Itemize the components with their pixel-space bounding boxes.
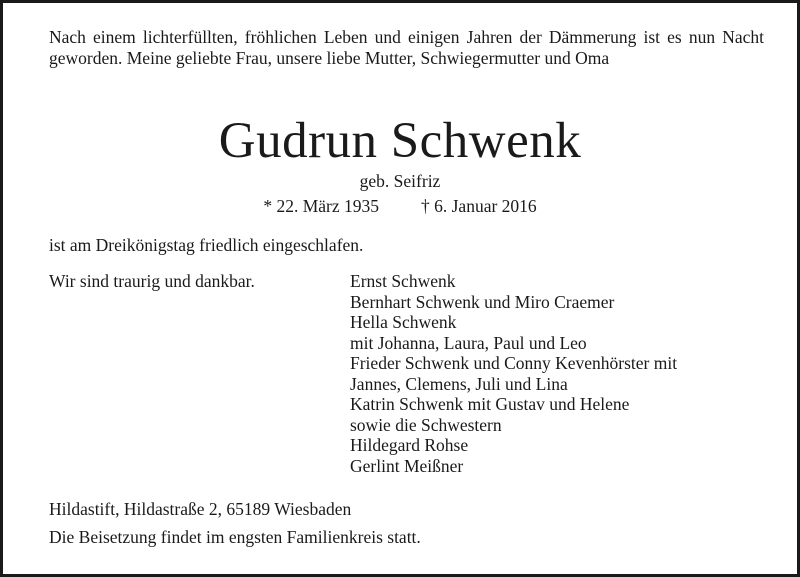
birth-date: * 22. März 1935	[263, 196, 379, 216]
life-dates	[3, 196, 797, 217]
mourner-line: Frieder Schwenk und Conny Kevenhörster mit	[350, 353, 678, 373]
passed-away-text: ist am Dreikönigstag friedlich eingeschlafen.	[49, 235, 364, 255]
deceased-name: Gudrun Schwenk	[218, 113, 582, 169]
intro-text: Nach einem lichterfüllten, fröhlichen Leben und einigen Jahren der Dämmerung ist es nun Nacht geworden. Meine geliebte Frau, unsere liebe Mutter, Schwiegermutter und Oma	[49, 27, 764, 68]
death-date: † 6. Januar 2016	[421, 196, 537, 216]
mourner-line: mit Johanna, Laura, Paul und Leo	[350, 332, 587, 353]
mourner-line: Jannes, Clemens, Juli und Lina	[350, 373, 568, 394]
address-text: Hildastift, Hildastraße 2, 65189 Wiesbaden	[49, 499, 352, 519]
maiden-name: geb. Seifriz	[359, 171, 441, 191]
funeral-text: Die Beisetzung findet im engsten Familienkreis statt.	[49, 527, 421, 547]
mourner-line: Ernst Schwenk	[350, 271, 456, 291]
mourner-line: Katrin Schwenk mit Gustav und Helene	[350, 394, 630, 414]
mourner-line: Hella Schwenk	[350, 312, 457, 332]
mourners-list	[350, 271, 677, 476]
grateful-text: Wir sind traurig und dankbar.	[49, 271, 255, 291]
mourner-line: sowie die Schwestern	[350, 414, 502, 435]
mourner-line: Hildegard Rohse	[350, 435, 469, 455]
mourner-line: Gerlint Meißner	[350, 455, 464, 476]
mourner-line: Bernhart Schwenk und Miro Craemer	[350, 291, 615, 312]
